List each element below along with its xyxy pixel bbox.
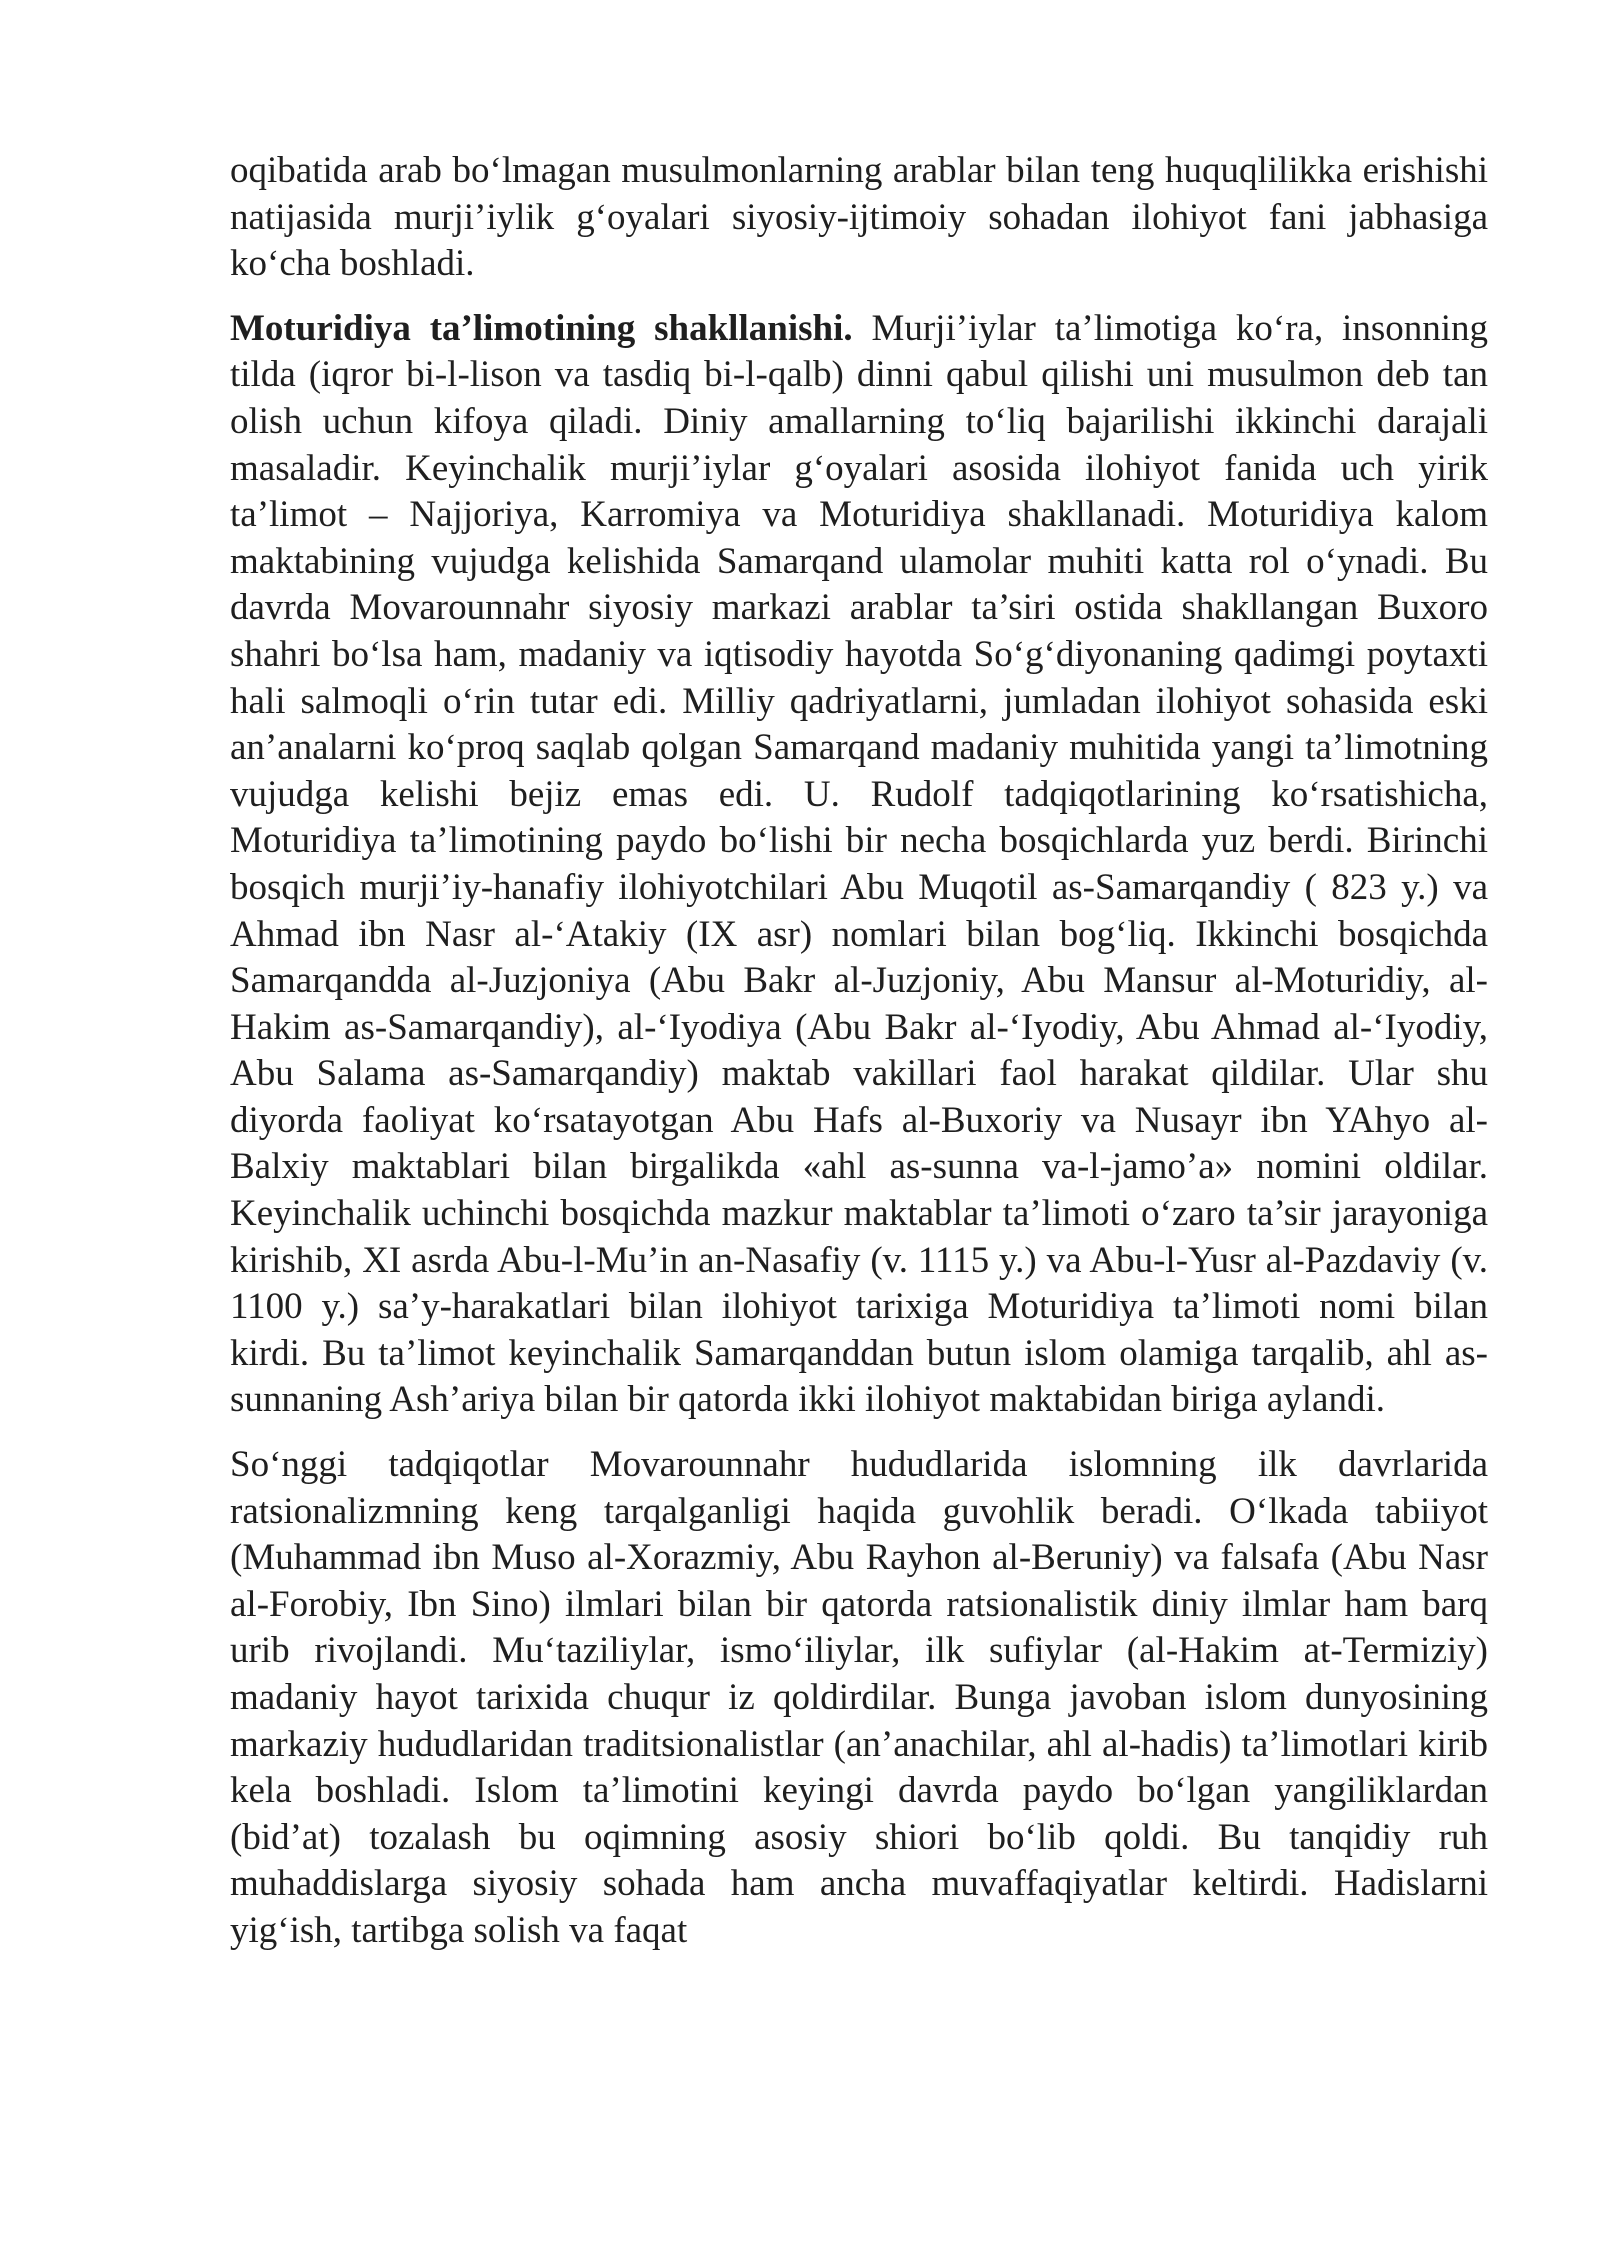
paragraph-2 (230, 306, 1488, 1424)
paragraph-1-text: oqibatida arab bo‘lmagan musulmonlarning arablar bilan teng huquqlilikka erishishi natijasida murji’iylik g‘oyalari siyosiy-ijtimoiy sohadan ilohiyot fani jabhasiga ko‘cha boshladi. (230, 150, 1488, 285)
paragraph-3-text: So‘nggi tadqiqotlar Movarounnahr hududlarida islomning ilk davrlarida ratsionalizmning keng tarqalganligi haqida guvohlik beradi. O‘lkada tabiiyot (Muhammad ibn Muso al-Xorazmiy, Abu Rayhon al-Beruniy) va falsafa (Abu Nasr al-Forobiy, Ibn Sino) ilmlari bilan bir qatorda ratsionalistik diniy ilmlar ham barq urib rivojlandi. Mu‘taziliylar, ismo‘iliylar, ilk sufiylar (al-Hakim at-Termiziy) madaniy hayot tarixida chuqur iz qoldirdilar. Bunga javoban islom dunyosining markaziy hududlaridan traditsionalistlar (an’anachilar, ahl al-hadis) ta’limotlari kirib kela boshladi. Islom ta’limotini keyingi davrda paydo bo‘lgan yangiliklardan (bid’at) tozalash bu oqimning asosiy shiori bo‘lib qoldi. Bu tanqidiy ruh muhaddislarga siyosiy sohada ham ancha muvaffaqiyatlar keltirdi. Hadislarni yig‘ish, tartibga solish va faqat (230, 1444, 1488, 1951)
paragraph-3 (230, 1442, 1488, 1955)
paragraph-2-text: Murji’iylar ta’limotiga ko‘ra, insonning tilda (iqror bi-l-lison va tasdiq bi-l-qalb) dinni qabul qilishi uni musulmon deb tan olish uchun kifoya qiladi. Diniy amallarning to‘liq bajarilishi ikkinchi darajali masaladir. Keyinchalik murji’iylar g‘oyalari asosida ilohiyot fanida uch yirik ta’limot – Najjoriya, Karromiya va Moturidiya shakllanadi. Moturidiya kalom maktabining vujudga kelishida Samarqand ulamolar muhiti katta rol o‘ynadi. Bu davrda Movarounnahr siyosiy markazi arablar ta’siri ostida shakllangan Buxoro shahri bo‘lsa ham, madaniy va iqtisodiy hayotda So‘g‘diyonaning qadimgi poytaxti hali salmoqli o‘rin tutar edi. Milliy qadriyatlarni, jumladan ilohiyot sohasida eski an’analarni ko‘proq saqlab qolgan Samarqand madaniy muhitida yangi ta’limotning vujudga kelishi bejiz emas edi. U. Rudolf tadqiqotlarining ko‘rsatishicha, Moturidiya ta’limotining paydo bo‘lishi bir necha bosqichlarda yuz berdi. Birinchi bosqich murji’iy-hanafiy ilohiyotchilari Abu Muqotil as-Samarqandiy ( 823 y.) va Ahmad ibn Nasr al-‘Atakiy (IX asr) nomlari bilan bog‘liq. Ikkinchi bosqichda Samarqandda al-Juzjoniya (Abu Bakr al-Juzjoniy, Abu Mansur al-Moturidiy, al-Hakim as-Samarqandiy), al-‘Iyodiya (Abu Bakr al-‘Iyodiy, Abu Ahmad al-‘Iyodiy, Abu Salama as-Samarqandiy) maktab vakillari faol harakat qildilar. Ular shu diyorda faoliyat ko‘rsatayotgan Abu Hafs al-Buxoriy va Nusayr ibn YAhyo al-Balxiy maktablari bilan birgalikda «ahl as-sunna va-l-jamo’a» nomini oldilar. Keyinchalik uchinchi bosqichda mazkur maktablar ta’limoti o‘zaro ta’sir jarayoniga kirishib, XI asrda Abu-l-Mu’in an-Nasafiy (v. 1115 y.) va Abu-l-Yusr al-Pazdaviy (v. 1100 y.) sa’y-harakatlari bilan ilohiyot tarixiga Moturidiya ta’limoti nomi bilan kirdi. Bu ta’limot keyinchalik Samarqanddan butun islom olamiga tarqalib, ahl as-sunnaning Ash’ariya bilan bir qatorda ikki ilohiyot maktabidan biriga aylandi. (230, 307, 1488, 1421)
section-heading: Moturidiya ta’limotining shakllanishi. (230, 307, 853, 349)
paragraph-1 (230, 148, 1488, 288)
document-page (230, 148, 1488, 1973)
